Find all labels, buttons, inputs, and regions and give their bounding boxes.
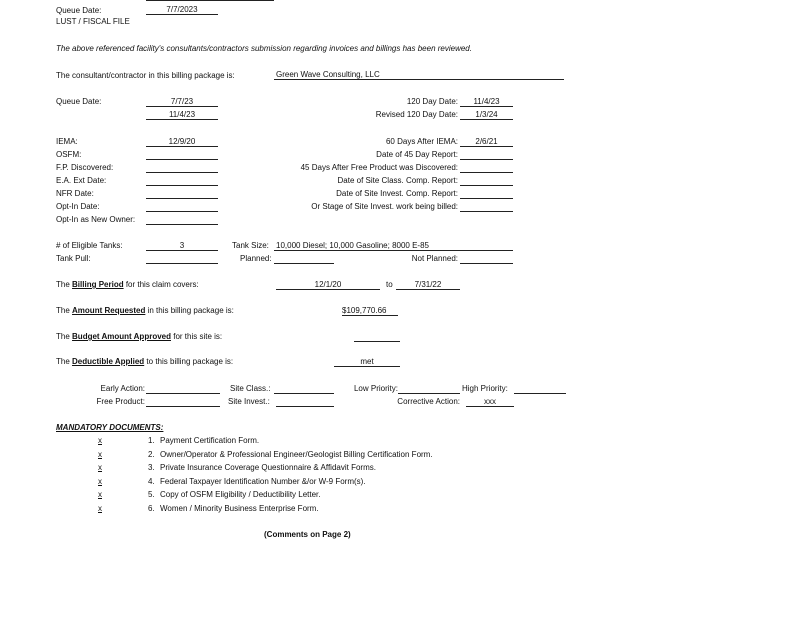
eligible-tanks-value: 3 [179, 241, 185, 250]
osfm-line [146, 159, 218, 160]
billing-period-to-label: to [386, 280, 393, 289]
high-priority-line [514, 393, 566, 394]
planned-line [274, 263, 334, 264]
days60-line [460, 146, 513, 147]
low-priority-label: Low Priority: [353, 384, 398, 393]
optin-owner-label: Opt-In as New Owner: [56, 215, 136, 224]
consultant-value: Green Wave Consulting, LLC [276, 70, 380, 79]
document-check-mark: x [98, 436, 102, 445]
stage-line [460, 211, 513, 212]
document-check-mark: x [98, 449, 102, 459]
queue-date-label: Queue Date: [56, 97, 102, 106]
revised120-value: 1/3/24 [475, 110, 498, 119]
top-line [146, 0, 274, 1]
mandatory-title: MANDATORY DOCUMENTS: [56, 423, 164, 432]
header-queue-date-value: 7/7/2023 [166, 5, 198, 14]
deductible-line [334, 366, 400, 367]
queue-date-line-2 [146, 119, 218, 120]
fp-line [146, 172, 218, 173]
amount-line [342, 315, 398, 316]
file-label: LUST / FISCAL FILE [56, 17, 130, 26]
intro-text: The above referenced facility's consultants/contractors submission regarding invoices and billings has been reviewed. [56, 44, 472, 53]
document-number: 5. [148, 490, 155, 499]
site-invest-label: Date of Site Invest. Comp. Report: [336, 189, 458, 198]
header-queue-date-line [146, 14, 218, 15]
nfr-line [146, 198, 218, 199]
site-class-label: Date of Site Class. Comp. Report: [337, 176, 458, 185]
queue-date-value-2: 11/4/23 [168, 110, 196, 119]
site-invest-action-line [276, 406, 334, 407]
amount-pre: The [56, 306, 70, 315]
deductible-bold: Deductible Applied [72, 357, 145, 366]
revised120-line [460, 119, 513, 120]
document-number: 3. [148, 463, 155, 472]
site-class-line [460, 185, 513, 186]
budget-line [354, 341, 400, 342]
amount-value: $109,770.66 [342, 306, 387, 315]
document-text: Federal Taxpayer Identification Number &/or W-9 Form(s). [160, 476, 366, 486]
tank-pull-label: Tank Pull: [56, 254, 91, 263]
document-text: Owner/Operator & Professional Engineer/Geologist Billing Certification Form. [160, 449, 433, 459]
amount-bold: Amount Requested [72, 306, 146, 315]
consultant-label: The consultant/contractor in this billing package is: [56, 71, 235, 80]
fp-label: F.P. Discovered: [56, 163, 114, 172]
optin-label: Opt-In Date: [56, 202, 100, 211]
nfr-label: NFR Date: [56, 189, 94, 198]
document-text: Private Insurance Coverage Questionnaire & Affidavit Forms. [160, 463, 376, 472]
day120-label: 120 Day Date: [406, 97, 458, 106]
tank-size-value: 10,000 Diesel; 10,000 Gasoline; 8000 E-85 [276, 241, 429, 250]
site-invest-action-label: Site Invest.: [228, 397, 270, 406]
days60-label: 60 Days After IEMA: [385, 137, 458, 146]
billing-period-to-line [396, 289, 460, 290]
days45-label: 45 Days After Free Product was Discovered: [300, 163, 458, 172]
eligible-tanks-line [146, 250, 218, 251]
site-class-action-label: Site Class.: [230, 384, 271, 393]
high-priority-label: High Priority: [462, 384, 508, 393]
document-text: Copy of OSFM Eligibility / Deductibility Letter. [160, 490, 321, 499]
low-priority-line [398, 393, 460, 394]
document-check-mark: x [98, 476, 102, 486]
day120-line [460, 106, 513, 107]
tank-pull-line [146, 263, 218, 264]
not-planned-label: Not Planned: [411, 254, 458, 263]
optin-owner-line [146, 224, 218, 225]
date45-line [460, 159, 513, 160]
corrective-action-line [466, 406, 514, 407]
document-text: Women / Minority Business Enterprise Form. [160, 503, 319, 513]
billing-period-from-line [276, 289, 380, 290]
corrective-action-label: Corrective Action: [397, 397, 460, 406]
deductible-applied-text [56, 357, 233, 367]
billing-period-to: 7/31/22 [414, 280, 442, 289]
billing-period-bold: Billing Period [72, 280, 124, 289]
comments-note: (Comments on Page 2) [264, 530, 351, 539]
document-check-mark: x [98, 490, 102, 499]
billing-period-text [56, 280, 199, 290]
iema-value: 12/9/20 [168, 137, 196, 146]
billing-period-pre: The [56, 280, 70, 289]
optin-line [146, 211, 218, 212]
queue-date-line [146, 106, 218, 107]
days60-value: 2/6/21 [475, 137, 498, 146]
day120-value: 11/4/23 [473, 97, 500, 106]
eligible-tanks-label: # of Eligible Tanks: [56, 241, 123, 250]
corrective-action-value: xxx [484, 397, 496, 406]
amount-requested-text [56, 306, 234, 316]
deductible-value: met [360, 357, 374, 366]
queue-date-value: 7/7/23 [170, 97, 194, 106]
site-class-action-line [274, 393, 334, 394]
deductible-post: to this billing package is: [146, 357, 234, 366]
ea-label: E.A. Ext Date: [56, 176, 107, 185]
early-action-line [146, 393, 220, 394]
budget-post: for this site is: [173, 332, 223, 341]
billing-period-post: for this claim covers: [125, 280, 199, 289]
revised120-label: Revised 120 Day Date: [375, 110, 458, 119]
budget-pre: The [56, 332, 70, 341]
document-number: 2. [148, 449, 155, 459]
early-action-label: Early Action: [100, 384, 145, 393]
tank-size-line [274, 250, 513, 251]
document-number: 6. [148, 503, 155, 513]
date45-label: Date of 45 Day Report: [376, 150, 458, 159]
document-text: Payment Certification Form. [160, 436, 260, 445]
iema-line [146, 146, 218, 147]
tank-size-label: Tank Size: [232, 241, 269, 250]
document-check-mark: x [98, 463, 102, 472]
iema-label: IEMA: [56, 137, 78, 146]
osfm-label: OSFM: [56, 150, 82, 159]
document-number: 4. [148, 476, 155, 486]
header-queue-date-label: Queue Date: [56, 6, 102, 15]
document-number: 1. [148, 436, 155, 445]
planned-label: Planned: [240, 254, 272, 263]
free-product-label: Free Product: [96, 397, 145, 406]
free-product-line [146, 406, 220, 407]
billing-period-from: 12/1/20 [314, 280, 342, 289]
stage-label: Or Stage of Site Invest. work being billed: [311, 202, 458, 211]
ea-line [146, 185, 218, 186]
budget-approved-text [56, 332, 222, 342]
not-planned-line [460, 263, 513, 264]
amount-post: in this billing package is: [147, 306, 234, 315]
site-invest-line [460, 198, 513, 199]
document-check-mark: x [98, 503, 102, 513]
budget-bold: Budget Amount Approved [72, 332, 171, 341]
deductible-pre: The [56, 357, 70, 366]
days45-line [460, 172, 513, 173]
consultant-line [274, 79, 564, 80]
